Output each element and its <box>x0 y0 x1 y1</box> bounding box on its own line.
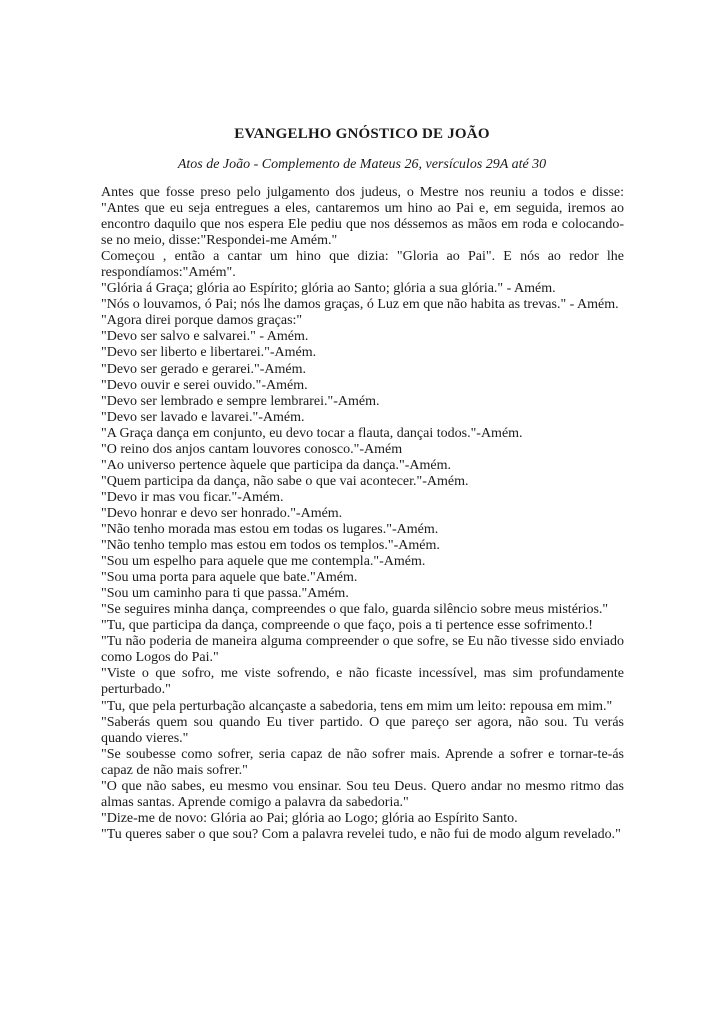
paragraph: "Devo ser lembrado e sempre lembrarei."-Amém. <box>101 393 380 409</box>
paragraph: "Ao universo pertence àquele que participa da dança."-Amém. <box>101 457 451 473</box>
paragraph: "Dize-me de novo: Glória ao Pai; glória ao Logo; glória ao Espírito Santo. <box>101 810 518 826</box>
paragraph: "Nós o louvamos, ó Pai; nós lhe damos graças, ó Luz em que não habita as trevas." - Amém. <box>101 297 619 313</box>
paragraph: "Quem participa da dança, não sabe o que vai acontecer."-Amém. <box>101 473 469 489</box>
document-title: EVANGELHO GNÓSTICO DE JOÃO <box>234 126 490 142</box>
paragraph: "Devo ser salvo e salvarei." - Amém. <box>101 329 309 345</box>
paragraph: "Saberás quem sou quando Eu tiver partido. O que pareço ser agora, não sou. Tu verás quando vieres." <box>101 714 624 746</box>
paragraph: "Devo ser lavado e lavarei."-Amém. <box>101 409 305 425</box>
paragraph: "Devo ser liberto e libertarei."-Amém. <box>101 345 317 361</box>
paragraph: "Agora direi porque damos graças:" <box>101 313 303 329</box>
document-body <box>101 185 624 843</box>
paragraph: "Devo ouvir e serei ouvido."-Amém. <box>101 377 308 393</box>
paragraph: "Sou um espelho para aquele que me contempla."-Amém. <box>101 554 426 570</box>
paragraph: "Tu, que pela perturbação alcançaste a sabedoria, tens em mim um leito: repousa em mim." <box>101 698 613 714</box>
paragraph: "Devo ser gerado e gerarei."-Amém. <box>101 361 307 377</box>
paragraph: "Se seguires minha dança, compreendes o que falo, guarda silêncio sobre meus mistérios." <box>101 602 609 618</box>
paragraph: Antes que fosse preso pelo julgamento dos judeus, o Mestre nos reuniu a todos e disse: "Antes que eu seja entregues a eles, cantaremos um hino ao Pai e, em seguida, iremos ao encontro daquilo que nos espera Ele pediu que nos déssemos as mãos em roda e colocando-se no meio, disse:"Respondei-me Amém." <box>101 185 624 249</box>
paragraph: "Não tenho morada mas estou em todas os lugares."-Amém. <box>101 521 439 537</box>
paragraph: "Tu não poderia de maneira alguma compreender o que sofre, se Eu não tivesse sido enviado como Logos do Pai." <box>101 634 624 666</box>
paragraph: "Sou uma porta para aquele que bate."Amém. <box>101 570 358 586</box>
paragraph: "Sou um caminho para ti que passa."Amém. <box>101 586 349 602</box>
paragraph: "O que não sabes, eu mesmo vou ensinar. Sou teu Deus. Quero andar no mesmo ritmo das almas santas. Aprende comigo a palavra da sabedoria." <box>101 778 624 810</box>
paragraph: "Viste o que sofro, me viste sofrendo, e não ficaste incessível, mas sim profundamente perturbado." <box>101 666 624 698</box>
paragraph: "A Graça dança em conjunto, eu devo tocar a flauta, dançai todos."-Amém. <box>101 425 523 441</box>
document-subtitle: Atos de João - Complemento de Mateus 26, versículos 29A até 30 <box>177 157 547 172</box>
paragraph: "Devo ir mas vou ficar."-Amém. <box>101 489 284 505</box>
paragraph: "Tu, que participa da dança, compreende o que faço, pois a ti pertence esse sofrimento.! <box>101 618 593 634</box>
paragraph: "Tu queres saber o que sou? Com a palavra revelei tudo, e não fui de modo algum revelado." <box>101 826 621 842</box>
paragraph: "Não tenho templo mas estou em todos os templos."-Amém. <box>101 538 440 554</box>
paragraph: "O reino dos anjos cantam louvores conosco."-Amém <box>101 441 403 457</box>
paragraph: "Se soubesse como sofrer, seria capaz de não sofrer mais. Aprende a sofrer e tornar-te-ás capaz de não mais sofrer." <box>101 746 624 778</box>
paragraph: "Glória á Graça; glória ao Espírito; glória ao Santo; glória a sua glória." - Amém. <box>101 281 556 297</box>
paragraph: "Devo honrar e devo ser honrado."-Amém. <box>101 505 343 521</box>
paragraph: Começou , então a cantar um hino que dizia: "Gloria ao Pai". E nós ao redor lhe respondíamos:"Amém". <box>101 249 624 281</box>
